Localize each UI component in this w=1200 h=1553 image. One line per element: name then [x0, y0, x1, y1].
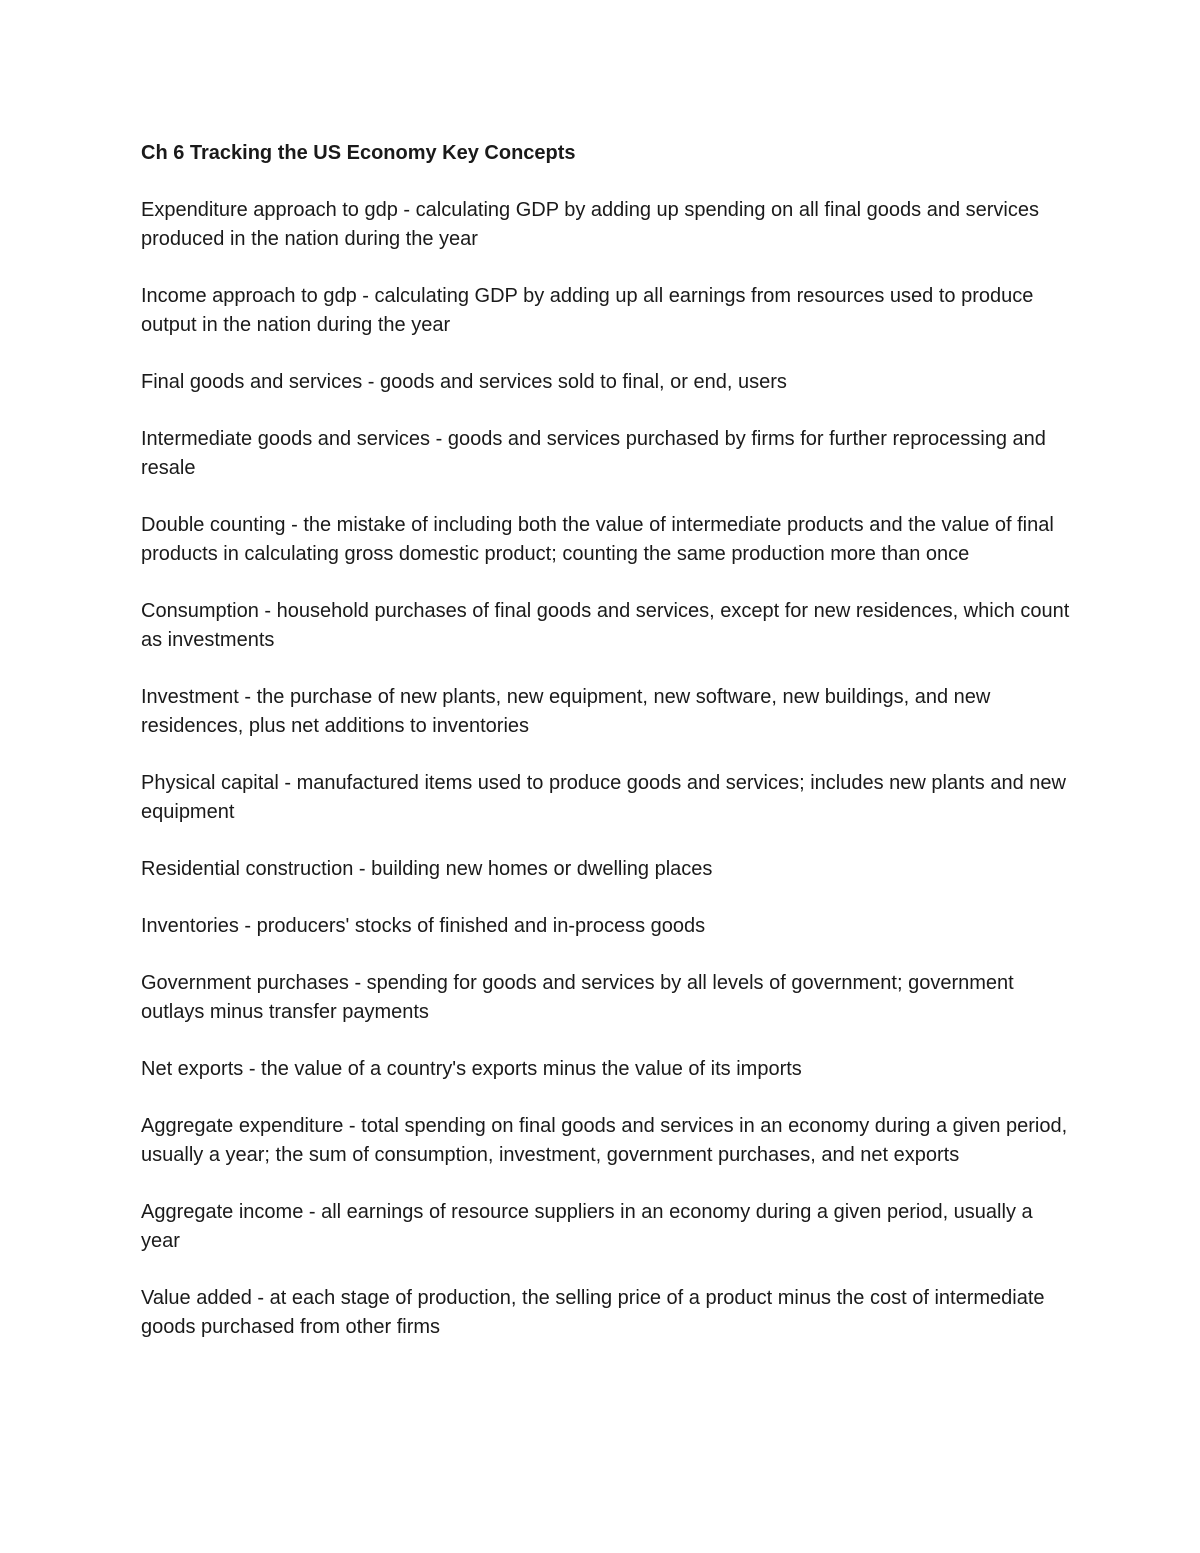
definition-aggregate-expenditure: Aggregate expenditure - total spending on final goods and services in an economy during a given period, usually a year; the sum of consumption, investment, government purchases, and net exports [141, 1115, 1068, 1166]
definition-double-counting: Double counting - the mistake of including both the value of intermediate products and the value of final products in calculating gross domestic product; counting the same production more than once [141, 514, 1054, 565]
definition-income-approach: Income approach to gdp - calculating GDP by adding up all earnings from resources used to produce output in the nation during the year [141, 285, 1034, 336]
definition-aggregate-income: Aggregate income - all earnings of resource suppliers in an economy during a given period, usually a year [141, 1201, 1033, 1252]
document-title: Ch 6 Tracking the US Economy Key Concepts [141, 142, 576, 164]
definition-investment: Investment - the purchase of new plants, new equipment, new software, new buildings, and new residences, plus net additions to inventories [141, 686, 991, 737]
definition-value-added: Value added - at each stage of production, the selling price of a product minus the cost of intermediate goods purchased from other firms [141, 1287, 1045, 1338]
definition-residential-construction: Residential construction - building new homes or dwelling places [141, 858, 713, 880]
definition-physical-capital: Physical capital - manufactured items used to produce goods and services; includes new plants and new equipment [141, 772, 1066, 823]
definition-expenditure-approach: Expenditure approach to gdp - calculating GDP by adding up spending on all final goods and services produced in the nation during the year [141, 199, 1039, 250]
definition-intermediate-goods: Intermediate goods and services - goods and services purchased by firms for further reprocessing and resale [141, 428, 1046, 479]
definition-net-exports: Net exports - the value of a country's exports minus the value of its imports [141, 1058, 802, 1080]
definition-consumption: Consumption - household purchases of final goods and services, except for new residences, which count as investments [141, 600, 1070, 651]
definition-final-goods: Final goods and services - goods and services sold to final, or end, users [141, 371, 787, 393]
definition-inventories: Inventories - producers' stocks of finished and in-process goods [141, 915, 706, 937]
document-body [141, 139, 1071, 1370]
definition-government-purchases: Government purchases - spending for goods and services by all levels of government; government outlays minus transfer payments [141, 972, 1014, 1023]
